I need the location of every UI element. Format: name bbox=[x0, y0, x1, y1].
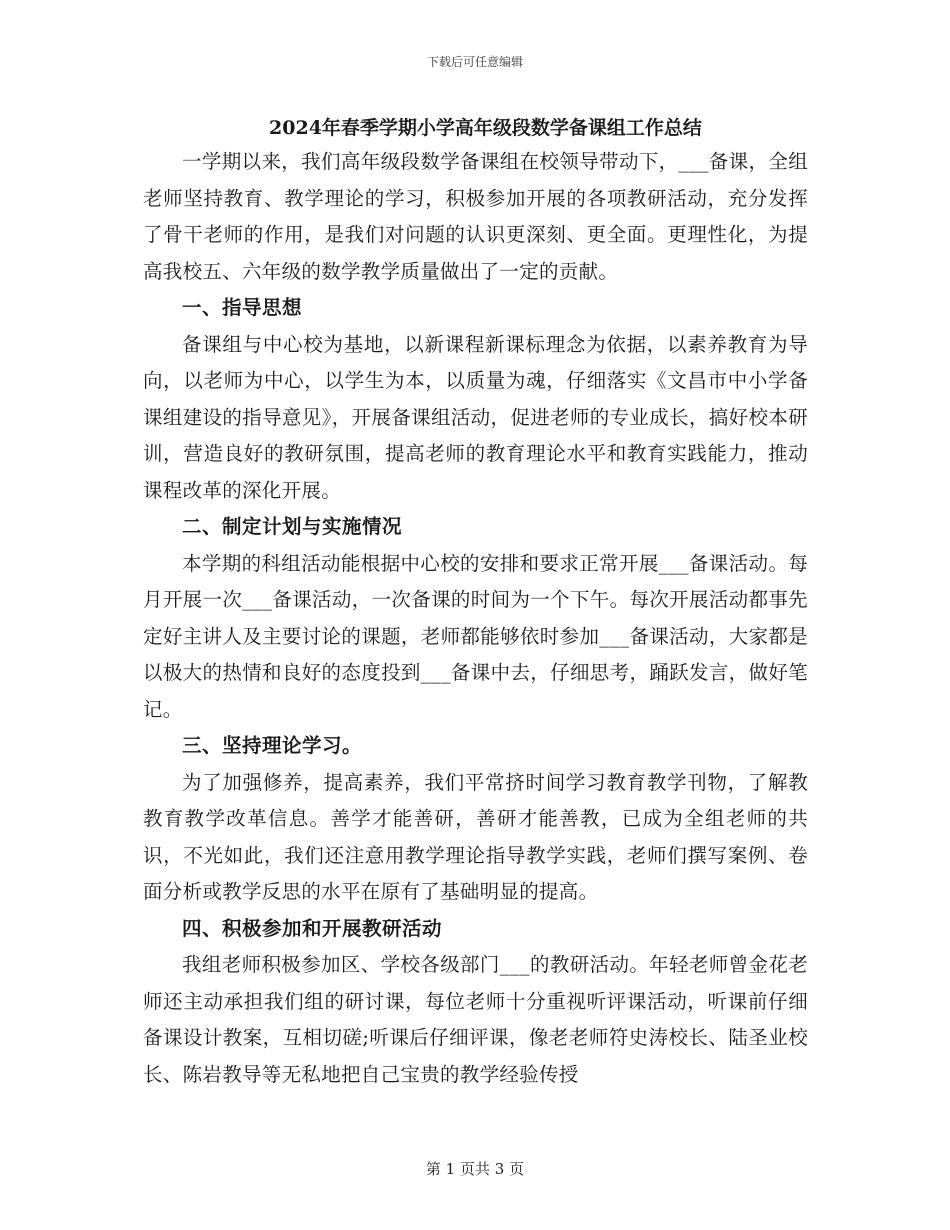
section-heading-guiding-thought: 一、指导思想 bbox=[182, 296, 303, 319]
page-number: 第 1 页共 3 页 bbox=[425, 1160, 525, 1178]
section-body-theory: 为了加强修养，提高素养，我们平常挤时间学习教育教学刊物，了解教教育教学改革信息。善学才能善研，善研才能善教，已成为全组老师的共识，不光如此，我们还注意用教学理论指导教学实践，老师们撰写案例、卷面分析或教学反思的水平在原有了基础明显的提高。 bbox=[143, 770, 808, 903]
document-title: 2024年春季学期小学高年级段数学备课组工作总结 bbox=[269, 117, 702, 139]
section-heading-plan: 二、制定计划与实施情况 bbox=[182, 515, 403, 538]
section-body-plan: 本学期的科组活动能根据中心校的安排和要求正常开展___备课活动。每月开展一次___备课活动，一次备课的时间为一个下午。每次开展活动都事先定好主讲人及主要讨论的课题，老师都能够依时参加___备课活动，大家都是以极大的热情和良好的态度投到___备课中去，仔细思考，踊跃发言，做好笔记。 bbox=[143, 551, 808, 721]
page-header-note: 下载后可任意编辑 bbox=[426, 55, 523, 69]
section-heading-theory: 三、坚持理论学习。 bbox=[182, 734, 363, 757]
section-body-activities: 我组老师积极参加区、学校各级部门___的教研活动。年轻老师曾金花老师还主动承担我们组的研讨课，每位老师十分重视听评课活动，听课前仔细备课设计教案，互相切磋;听课后仔细评课，像老老师符史涛校长、陆圣业校长、陈岩教导等无私地把自己宝贵的教学经验传授 bbox=[143, 953, 808, 1086]
intro-paragraph: 一学期以来，我们高年级段数学备课组在校领导带动下，___备课，全组老师坚持教育、教学理论的学习，积极参加开展的各项教研活动，充分发挥了骨干老师的作用，是我们对问题的认识更深刻、更全面。更理性化，为提高我校五、六年级的数学教学质量做出了一定的贡献。 bbox=[143, 150, 808, 283]
section-body-guiding-thought: 备课组与中心校为基地，以新课程新课标理念为依据，以素养教育为导向，以老师为中心，以学生为本，以质量为魂，仔细落实《文昌市中小学备课组建设的指导意见》，开展备课组活动，促进老师的专业成长，搞好校本研训，营造良好的教研氛围，提高老师的教育理论水平和教育实践能力，推动课程改革的深化开展。 bbox=[143, 332, 808, 502]
document-body bbox=[143, 112, 808, 1093]
section-heading-activities: 四、积极参加和开展教研活动 bbox=[182, 916, 443, 940]
